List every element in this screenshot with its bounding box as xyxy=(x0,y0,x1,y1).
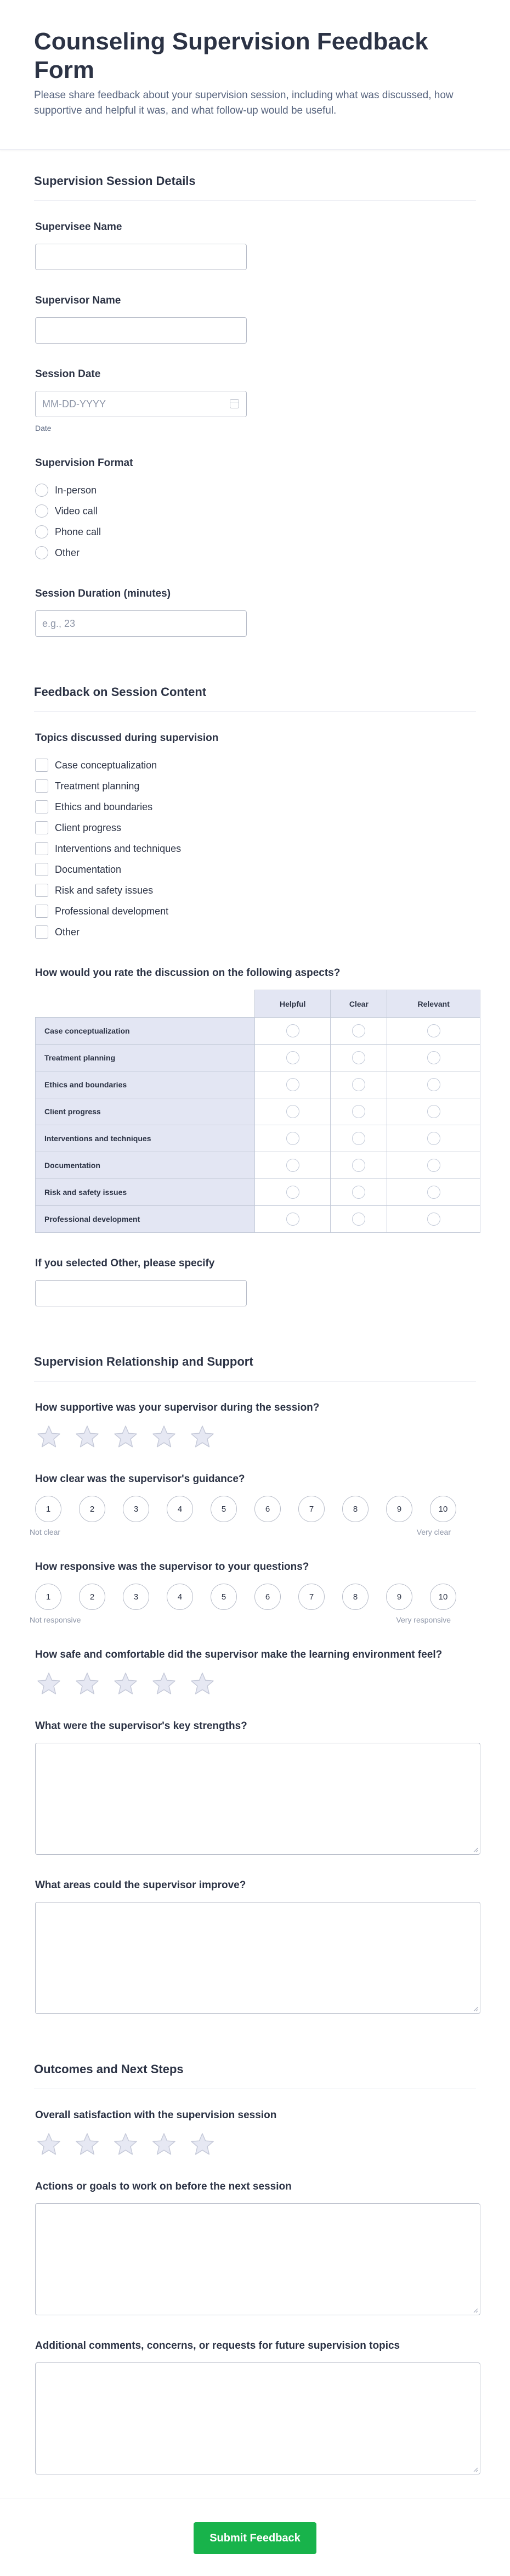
scale-high-label: Very clear xyxy=(416,1528,451,1536)
field-label: Additional comments, concerns, or requests for future supervision topics xyxy=(35,2340,400,2351)
scale-option-8[interactable]: 8 xyxy=(342,1496,369,1522)
matrix-radio-button[interactable] xyxy=(352,1024,365,1037)
matrix-radio-button[interactable] xyxy=(352,1105,365,1118)
matrix-cell xyxy=(387,1071,480,1098)
checkbox[interactable] xyxy=(35,925,48,939)
field-label: How safe and comfortable did the supervisor make the learning environment feel? xyxy=(35,1649,443,1660)
field-label: Supervision Format xyxy=(35,457,133,469)
topic-option[interactable] xyxy=(35,901,475,922)
matrix-radio-button[interactable] xyxy=(427,1132,440,1145)
scale-rating xyxy=(35,1496,475,1522)
field-label: If you selected Other, please specify xyxy=(35,1258,215,1269)
matrix-cell xyxy=(255,1071,331,1098)
section-session-details xyxy=(0,150,510,637)
field-label: Supervisor Name xyxy=(35,295,121,306)
section-session-content xyxy=(0,661,510,1306)
scale-low-label: Not responsive xyxy=(30,1615,81,1624)
matrix-row xyxy=(36,1018,480,1045)
matrix-corner xyxy=(36,990,255,1018)
star-rating xyxy=(35,2132,475,2156)
matrix-radio-button[interactable] xyxy=(427,1051,440,1064)
date-sublabel: Date xyxy=(35,424,52,433)
matrix-cell xyxy=(255,1125,331,1152)
scale-option-5[interactable]: 5 xyxy=(211,1584,237,1610)
scale-labels xyxy=(30,1615,451,1624)
star-icon[interactable] xyxy=(190,1424,215,1449)
resize-handle-icon[interactable] xyxy=(473,2006,478,2012)
field-label: Session Date xyxy=(35,368,101,380)
option-label: Other xyxy=(55,926,80,938)
matrix-cell xyxy=(387,1179,480,1206)
matrix-radio-button[interactable] xyxy=(427,1105,440,1118)
topic-option[interactable] xyxy=(35,776,475,796)
matrix-cell xyxy=(331,1045,387,1071)
matrix-cell xyxy=(387,1018,480,1045)
checkbox[interactable] xyxy=(35,821,48,834)
star-icon[interactable] xyxy=(113,2132,138,2156)
matrix-cell xyxy=(387,1125,480,1152)
supervisee-name-field xyxy=(34,221,476,270)
supervisor-name-input[interactable] xyxy=(35,317,247,344)
matrix-radio-button[interactable] xyxy=(352,1078,365,1091)
matrix-row xyxy=(36,1179,480,1206)
star-rating xyxy=(35,1671,475,1696)
star-icon[interactable] xyxy=(113,1424,138,1449)
scale-option-9[interactable]: 9 xyxy=(386,1584,412,1610)
field-label: Session Duration (minutes) xyxy=(35,588,171,599)
matrix-radio-button[interactable] xyxy=(286,1105,299,1118)
format-option[interactable] xyxy=(35,480,475,501)
star-icon[interactable] xyxy=(151,1424,177,1449)
scale-option-6[interactable]: 6 xyxy=(254,1584,281,1610)
matrix-row-label: Professional development xyxy=(36,1206,255,1233)
star-icon[interactable] xyxy=(151,2132,177,2156)
matrix-cell xyxy=(255,1179,331,1206)
matrix-row-label: Ethics and boundaries xyxy=(36,1071,255,1098)
resize-handle-icon[interactable] xyxy=(473,2467,478,2472)
radio-button[interactable] xyxy=(35,504,48,518)
matrix-cell xyxy=(331,1206,387,1233)
matrix-radio-button[interactable] xyxy=(352,1159,365,1172)
checkbox[interactable] xyxy=(35,842,48,855)
radio-button[interactable] xyxy=(35,525,48,538)
star-icon[interactable] xyxy=(190,2132,215,2156)
improve-field xyxy=(34,1879,476,2014)
topic-option[interactable] xyxy=(35,859,475,880)
matrix-row xyxy=(36,1125,480,1152)
matrix-radio-button[interactable] xyxy=(286,1051,299,1064)
checkbox[interactable] xyxy=(35,800,48,813)
section-heading: Supervision Relationship and Support xyxy=(34,1331,476,1382)
scale-labels xyxy=(30,1528,451,1536)
section-relationship xyxy=(0,1331,510,2014)
scale-rating xyxy=(35,1584,475,1610)
option-label: Ethics and boundaries xyxy=(55,801,153,812)
field-label: How would you rate the discussion on the following aspects? xyxy=(35,967,341,979)
matrix-cell xyxy=(387,1045,480,1071)
matrix-radio-button[interactable] xyxy=(427,1213,440,1226)
scale-option-5[interactable]: 5 xyxy=(211,1496,237,1522)
rating-matrix-field xyxy=(34,967,476,1233)
option-label: Video call xyxy=(55,505,98,517)
option-label: Professional development xyxy=(55,905,169,917)
strengths-field xyxy=(34,1720,476,1855)
scale-option-3[interactable]: 3 xyxy=(123,1496,149,1522)
star-icon[interactable] xyxy=(75,2132,100,2156)
matrix-row-label: Interventions and techniques xyxy=(36,1125,255,1152)
matrix-row xyxy=(36,1152,480,1179)
option-label: In-person xyxy=(55,484,97,496)
matrix-radio-button[interactable] xyxy=(286,1159,299,1172)
option-label: Phone call xyxy=(55,526,101,537)
matrix-column-header: Relevant xyxy=(387,990,480,1018)
matrix-cell xyxy=(255,1018,331,1045)
matrix-cell xyxy=(331,1071,387,1098)
scale-option-6[interactable]: 6 xyxy=(254,1496,281,1522)
form-header xyxy=(0,0,510,150)
matrix-column-header: Clear xyxy=(331,990,387,1018)
scale-option-2[interactable]: 2 xyxy=(79,1496,105,1522)
safety-rating-field xyxy=(34,1648,476,1696)
checkbox[interactable] xyxy=(35,759,48,772)
matrix-column-header: Helpful xyxy=(255,990,331,1018)
rating-matrix xyxy=(35,990,480,1233)
option-label: Documentation xyxy=(55,863,122,875)
option-label: Client progress xyxy=(55,822,122,833)
actions-textarea[interactable] xyxy=(35,2203,480,2315)
supervisor-name-field xyxy=(34,294,476,344)
scale-option-7[interactable]: 7 xyxy=(298,1584,325,1610)
section-outcomes xyxy=(0,2038,510,2474)
field-label: Topics discussed during supervision xyxy=(35,732,219,744)
matrix-radio-button[interactable] xyxy=(427,1024,440,1037)
matrix-cell xyxy=(255,1152,331,1179)
topic-option[interactable] xyxy=(35,880,475,901)
improve-textarea[interactable] xyxy=(35,1902,480,2014)
matrix-body xyxy=(36,1018,480,1233)
matrix-radio-button[interactable] xyxy=(352,1186,365,1199)
scale-option-8[interactable]: 8 xyxy=(342,1584,369,1610)
resize-handle-icon[interactable] xyxy=(473,2308,478,2313)
matrix-cell xyxy=(387,1152,480,1179)
matrix-radio-button[interactable] xyxy=(286,1132,299,1145)
scale-option-2[interactable]: 2 xyxy=(79,1584,105,1610)
matrix-radio-button[interactable] xyxy=(427,1159,440,1172)
resize-handle-icon[interactable] xyxy=(473,1847,478,1853)
topic-option[interactable] xyxy=(35,817,475,838)
session-duration-input[interactable] xyxy=(35,610,247,637)
radio-button[interactable] xyxy=(35,546,48,559)
star-icon[interactable] xyxy=(36,2132,61,2156)
matrix-cell xyxy=(331,1018,387,1045)
checkbox[interactable] xyxy=(35,779,48,793)
field-label: How responsive was the supervisor to your questions? xyxy=(35,1561,309,1573)
supervisee-name-input[interactable] xyxy=(35,244,247,270)
star-rating xyxy=(35,1424,475,1449)
scale-option-9[interactable]: 9 xyxy=(386,1496,412,1522)
topic-option[interactable] xyxy=(35,922,475,942)
scale-option-4[interactable]: 4 xyxy=(167,1584,193,1610)
form-footer xyxy=(0,2499,510,2576)
scale-low-label: Not clear xyxy=(30,1528,61,1536)
section-heading: Outcomes and Next Steps xyxy=(34,2038,476,2089)
comments-field xyxy=(34,2339,476,2474)
field-label: Supervisee Name xyxy=(35,221,122,233)
scale-option-1[interactable]: 1 xyxy=(35,1496,61,1522)
option-label: Other xyxy=(55,547,80,558)
session-date-input[interactable] xyxy=(35,391,247,417)
matrix-header-row xyxy=(36,990,480,1018)
radio-button[interactable] xyxy=(35,484,48,497)
matrix-row-label: Client progress xyxy=(36,1098,255,1125)
matrix-cell xyxy=(387,1206,480,1233)
scale-option-10[interactable]: 10 xyxy=(430,1584,456,1610)
field-label: What areas could the supervisor improve? xyxy=(35,1879,246,1891)
matrix-row xyxy=(36,1206,480,1233)
matrix-cell xyxy=(331,1179,387,1206)
matrix-radio-button[interactable] xyxy=(286,1024,299,1037)
topics-field xyxy=(34,732,476,942)
star-icon[interactable] xyxy=(113,1671,138,1696)
matrix-row-label: Risk and safety issues xyxy=(36,1179,255,1206)
format-option[interactable] xyxy=(35,542,475,563)
supervision-format-field xyxy=(34,457,476,563)
matrix-radio-button[interactable] xyxy=(352,1132,365,1145)
section-heading: Feedback on Session Content xyxy=(34,661,476,712)
matrix-cell xyxy=(331,1152,387,1179)
matrix-radio-button[interactable] xyxy=(352,1213,365,1226)
scale-option-7[interactable]: 7 xyxy=(298,1496,325,1522)
other-specify-input[interactable] xyxy=(35,1280,247,1306)
option-label: Case conceptualization xyxy=(55,759,157,771)
session-date-field xyxy=(34,368,476,433)
field-label: Actions or goals to work on before the next session xyxy=(35,2181,292,2192)
matrix-row-label: Case conceptualization xyxy=(36,1018,255,1045)
star-icon[interactable] xyxy=(75,1671,100,1696)
scale-option-3[interactable]: 3 xyxy=(123,1584,149,1610)
field-label: How clear was the supervisor's guidance? xyxy=(35,1473,245,1485)
scale-option-1[interactable]: 1 xyxy=(35,1584,61,1610)
satisfaction-rating-field xyxy=(34,2109,476,2156)
matrix-radio-button[interactable] xyxy=(286,1213,299,1226)
matrix-row xyxy=(36,1045,480,1071)
matrix-cell xyxy=(255,1045,331,1071)
star-icon[interactable] xyxy=(36,1671,61,1696)
strengths-textarea[interactable] xyxy=(35,1743,480,1855)
option-label: Risk and safety issues xyxy=(55,884,154,896)
scale-option-4[interactable]: 4 xyxy=(167,1496,193,1522)
matrix-cell xyxy=(255,1206,331,1233)
field-label: Overall satisfaction with the supervision session xyxy=(35,2109,277,2121)
matrix-radio-button[interactable] xyxy=(286,1186,299,1199)
matrix-radio-button[interactable] xyxy=(427,1186,440,1199)
matrix-radio-button[interactable] xyxy=(352,1051,365,1064)
date-input-wrapper xyxy=(35,391,247,417)
matrix-radio-button[interactable] xyxy=(427,1078,440,1091)
star-icon[interactable] xyxy=(75,1424,100,1449)
supportive-rating-field xyxy=(34,1401,476,1449)
format-option[interactable] xyxy=(35,521,475,542)
form-subtitle: Please share feedback about your supervision session, including what was discussed, how supportive and helpful it was, and what follow-up would be useful. xyxy=(34,89,454,116)
actions-field xyxy=(34,2180,476,2315)
calendar-icon[interactable] xyxy=(230,399,239,408)
scale-option-10[interactable]: 10 xyxy=(430,1496,456,1522)
section-heading: Supervision Session Details xyxy=(34,150,476,201)
checkbox[interactable] xyxy=(35,884,48,897)
field-label: What were the supervisor's key strengths? xyxy=(35,1720,247,1732)
form-title: Counseling Supervision Feedback Form xyxy=(34,28,428,83)
topic-option[interactable] xyxy=(35,755,475,776)
star-icon[interactable] xyxy=(190,1671,215,1696)
matrix-cell xyxy=(331,1125,387,1152)
star-icon[interactable] xyxy=(36,1424,61,1449)
session-duration-field xyxy=(34,587,476,637)
topic-option[interactable] xyxy=(35,838,475,859)
star-icon[interactable] xyxy=(151,1671,177,1696)
checkbox[interactable] xyxy=(35,905,48,918)
matrix-cell xyxy=(255,1098,331,1125)
matrix-cell xyxy=(331,1098,387,1125)
option-label: Interventions and techniques xyxy=(55,843,182,854)
matrix-row xyxy=(36,1071,480,1098)
topic-option[interactable] xyxy=(35,796,475,817)
matrix-cell xyxy=(387,1098,480,1125)
option-label: Treatment planning xyxy=(55,780,140,792)
other-specify-field xyxy=(34,1257,476,1306)
clarity-scale-field xyxy=(30,1473,476,1536)
responsive-scale-field xyxy=(30,1561,476,1624)
format-option[interactable] xyxy=(35,501,475,521)
scale-high-label: Very responsive xyxy=(396,1615,451,1624)
matrix-radio-button[interactable] xyxy=(286,1078,299,1091)
checkbox[interactable] xyxy=(35,863,48,876)
field-label: How supportive was your supervisor during the session? xyxy=(35,1402,320,1413)
matrix-row-label: Documentation xyxy=(36,1152,255,1179)
matrix-row-label: Treatment planning xyxy=(36,1045,255,1071)
comments-textarea[interactable] xyxy=(35,2362,480,2474)
submit-button[interactable]: Submit Feedback xyxy=(194,2522,316,2554)
matrix-row xyxy=(36,1098,480,1125)
